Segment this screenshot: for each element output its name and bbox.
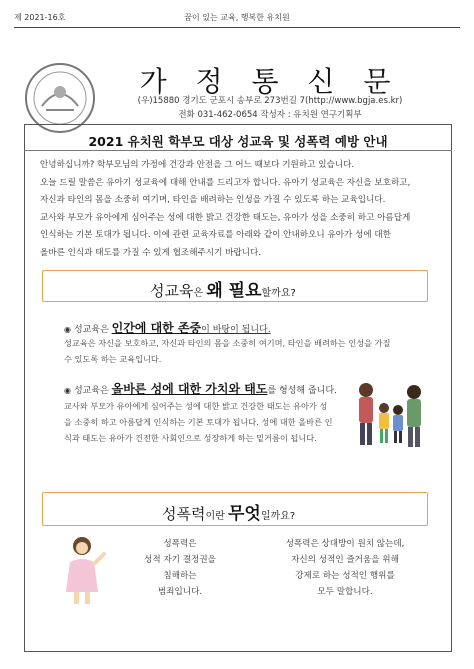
notice-title: 2021 유치원 학부모 대상 성교육 및 성폭력 예방 안내 [88,134,388,149]
bullet-icon: ◉ [64,325,71,334]
masthead-title: 가 정 통 신 문 [139,65,401,98]
section1-heading-part: 은 [193,288,207,299]
section2-left-block: 성폭력은 성적 자기 결정권을 침해하는 범죄입니다. [144,539,216,597]
section1-bullet-2: ◉ 성교육은 올바른 성에 대한 가치와 태도를 형성해 줍니다. [64,382,337,396]
intro-line: 올바른 인식과 태도를 가질 수 있게 협조해주시기 바랍니다. [40,247,262,258]
contact-line: 전화 031-462-0654 작성자 : 유치원 연구기획부 [178,110,362,120]
section1-heading-part: 성교육 [150,282,194,300]
title-rule [24,150,452,151]
bullet-icon: ◉ [64,386,71,395]
intro-line: 안녕하십니까? 학부모님의 가정에 건강과 안전을 그 어느 때보다 기원하고 있습니다. [40,160,355,170]
section1-heading [150,276,296,301]
intro-line: 교사와 부모가 유아에게 심어주는 성에 대한 밝고 건강한 태도는, 유아가 성을 소중히 하고 아름답게 [40,212,411,223]
section2-heading-part: 무엇 [227,504,261,524]
address-line: (우)15880 경기도 군포시 송부로 273번길 7(http://www.bgja.es.kr) [137,96,403,106]
section1-bullet-2-text: 교사와 부모가 유아에게 심어주는 성에 대한 밝고 건강한 태도는 유아가 성 을 소중히 하고 아름답게 인식하는 기본 토대가 됩니다. 성에 대한 올바른 인 식과 태도는 유아가 건전한 사회인으로 성장하게 하는 밑거름이 됩니다. [64,401,333,443]
section1-bullet-1-text: 성교육은 자신을 보호하고, 자신과 타인의 몸을 소중히 여기며, 타인을 배려하는 인성을 가질 수 있도록 하는 교육입니다. [64,338,391,364]
section2-heading-part: 일까요? [260,511,296,522]
family-illustration [350,378,428,454]
section1-bullet-1: ◉ 성교육은 인간에 대한 존중이 바탕이 됩니다. [64,321,271,335]
slogan: 꿈이 있는 교육, 행복한 유치원 [184,13,290,22]
section1-heading-part: 왜 필요 [206,281,262,301]
section2-right-block: 성폭력은 상대방이 원치 않는데, 자신의 성적인 즐거움을 위해 강제로 하는 성적인 행위를 모두 말합니다. [285,539,405,597]
girl-illustration [60,532,110,608]
section2-heading-part: 성폭력 [162,505,206,523]
bullet-emphasis: 올바른 성에 대한 가치와 태도 [111,382,268,396]
section1-heading-part: 할까요? [261,288,296,299]
intro-paragraph [40,157,440,262]
intro-line: 인식하는 기본 토대가 됩니다. 이에 관련 교육자료를 아래와 같이 안내하오니 유아가 성에 대한 [40,230,391,240]
intro-line: 오늘 드릴 말씀은 유아기 성교육에 대해 안내를 드리고자 합니다. 유아기 성교육은 자신을 보호하고, [40,177,411,188]
section2-heading [162,499,295,524]
issue-number: 제 2021-16호 [14,13,66,22]
section2-heading-part: 이란 [205,511,228,522]
intro-line: 자신과 타인의 몸을 소중히 여기며, 타인을 배려하는 인성을 가질 수 있도록 하는 교육입니다. [40,195,386,205]
header-rule-top [14,27,460,28]
bullet-emphasis: 인간에 대한 존중 [111,321,202,335]
